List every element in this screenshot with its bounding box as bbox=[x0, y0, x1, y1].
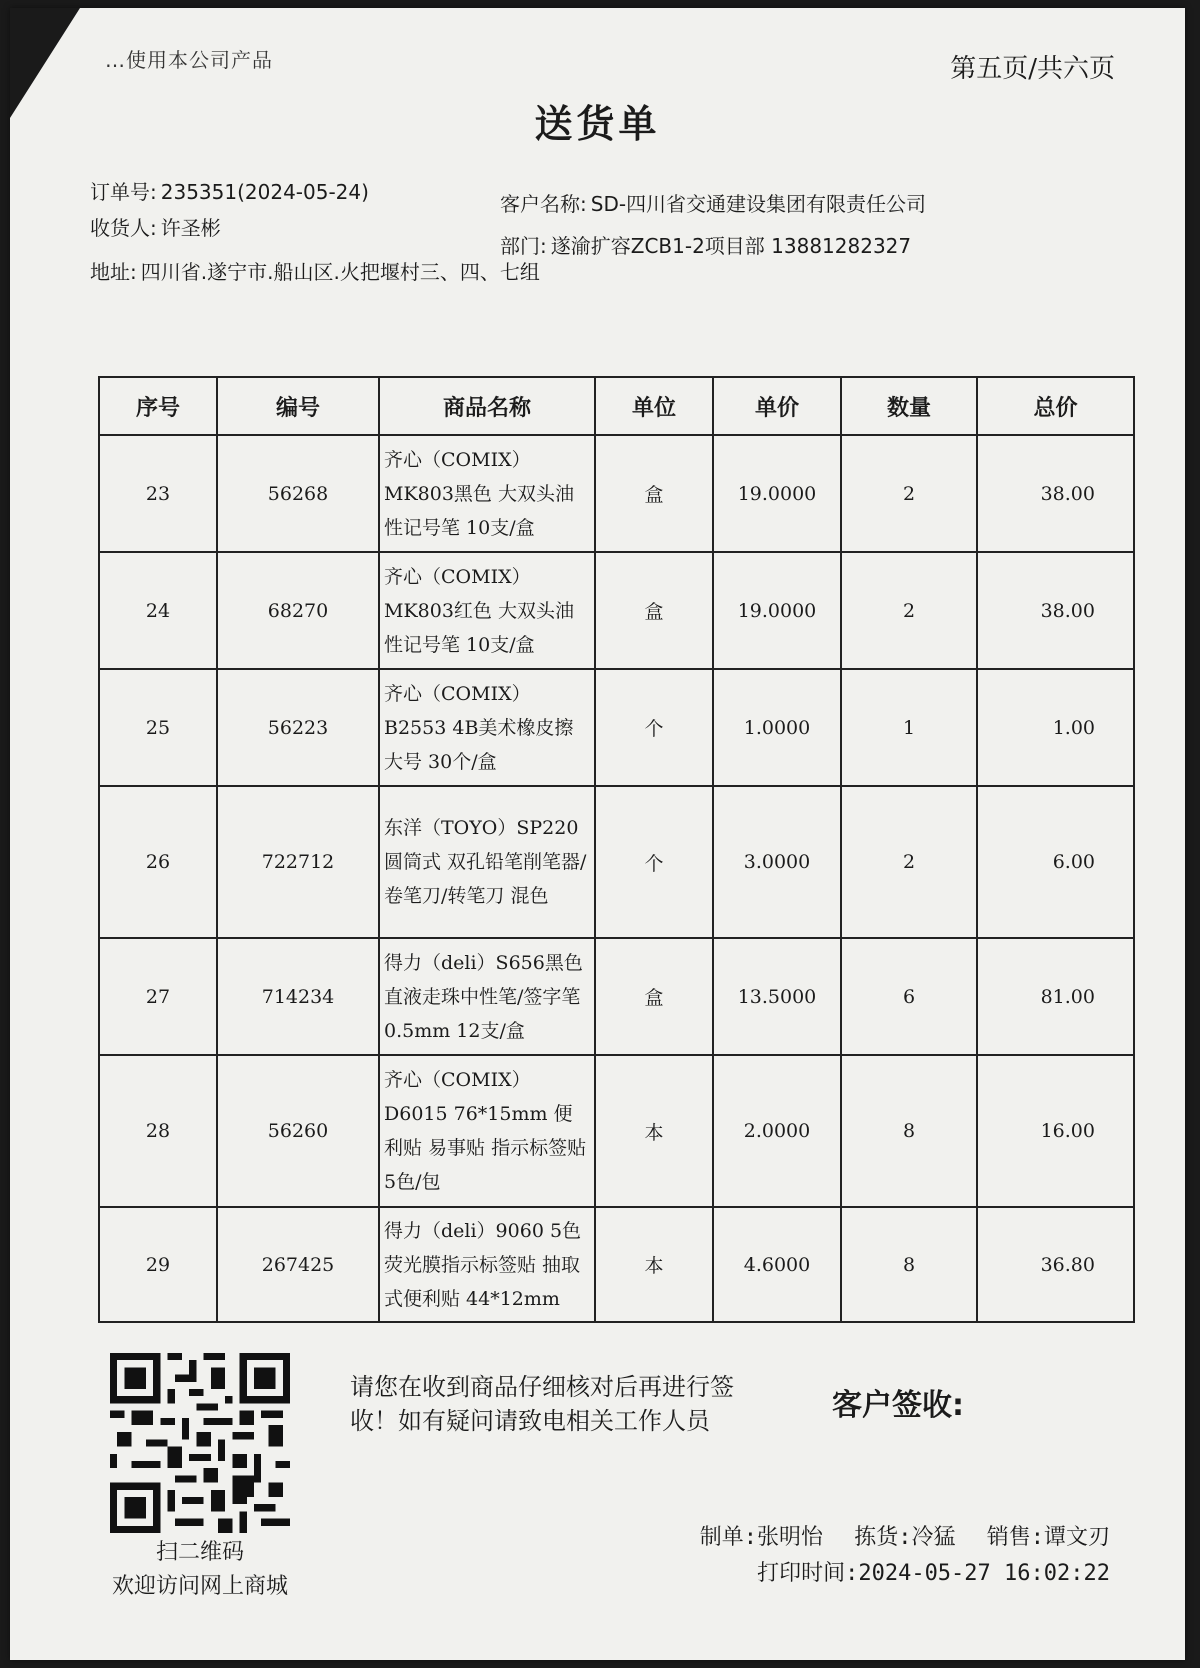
table-header-row bbox=[99, 377, 1134, 435]
cell-price: 19.0000 bbox=[713, 552, 841, 669]
cell-code: 56260 bbox=[217, 1055, 379, 1207]
col-header-price: 单价 bbox=[713, 377, 841, 435]
cell-total: 36.80 bbox=[977, 1207, 1134, 1322]
cell-qty: 2 bbox=[841, 435, 977, 552]
staff-info bbox=[682, 1520, 1110, 1592]
col-header-total: 总价 bbox=[977, 377, 1134, 435]
print-time: 打印时间:2024-05-27 16:02:22 bbox=[757, 1561, 1110, 1586]
table-row bbox=[99, 1207, 1134, 1322]
cell-unit: 本 bbox=[595, 1207, 713, 1322]
cell-price: 19.0000 bbox=[713, 435, 841, 552]
cell-total: 81.00 bbox=[977, 938, 1134, 1055]
table-row bbox=[99, 938, 1134, 1055]
cell-total: 16.00 bbox=[977, 1055, 1134, 1207]
cell-name: 齐心（COMIX）MK803黑色 大双头油性记号笔 10支/盒 bbox=[379, 435, 595, 552]
sales: 销售:谭文刃 bbox=[986, 1525, 1110, 1550]
cell-qty: 1 bbox=[841, 669, 977, 786]
cell-seq: 26 bbox=[99, 786, 217, 938]
col-header-code: 编号 bbox=[217, 377, 379, 435]
address: 地址: 四川省.遂宁市.船山区.火把堰村三、四、七组 bbox=[90, 260, 540, 284]
page-number: 第五页/共六页 bbox=[950, 54, 1115, 84]
cell-code: 56223 bbox=[217, 669, 379, 786]
cell-code: 722712 bbox=[217, 786, 379, 938]
header-slogan: …使用本公司产品 bbox=[105, 48, 273, 72]
cell-seq: 27 bbox=[99, 938, 217, 1055]
table-row bbox=[99, 786, 1134, 938]
table-row bbox=[99, 435, 1134, 552]
table-row bbox=[99, 552, 1134, 669]
col-header-qty: 数量 bbox=[841, 377, 977, 435]
cell-name: 东洋（TOYO）SP220 圆筒式 双孔铅笔削笔器/卷笔刀/转笔刀 混色 bbox=[379, 786, 595, 938]
table-row bbox=[99, 1055, 1134, 1207]
qr-code-icon[interactable] bbox=[110, 1353, 290, 1533]
cell-name: 齐心（COMIX）B2553 4B美术橡皮擦大号 30个/盒 bbox=[379, 669, 595, 786]
cell-name: 齐心（COMIX）MK803红色 大双头油性记号笔 10支/盒 bbox=[379, 552, 595, 669]
cell-seq: 23 bbox=[99, 435, 217, 552]
col-header-name: 商品名称 bbox=[379, 377, 595, 435]
cell-price: 2.0000 bbox=[713, 1055, 841, 1207]
items-table bbox=[98, 376, 1135, 1323]
cell-price: 13.5000 bbox=[713, 938, 841, 1055]
cell-total: 1.00 bbox=[977, 669, 1134, 786]
qr-caption: 扫二维码 欢迎访问网上商城 bbox=[111, 1540, 288, 1599]
cell-code: 56268 bbox=[217, 435, 379, 552]
order-number: 订单号: 235351(2024-05-24) bbox=[90, 180, 369, 204]
maker: 制单:张明怡 bbox=[699, 1525, 823, 1550]
cell-name: 齐心（COMIX）D6015 76*15mm 便利贴 易事贴 指示标签贴 5色/包 bbox=[379, 1055, 595, 1207]
cell-seq: 24 bbox=[99, 552, 217, 669]
col-header-unit: 单位 bbox=[595, 377, 713, 435]
cell-name: 得力（deli）S656黑色 直液走珠中性笔/签字笔 0.5mm 12支/盒 bbox=[379, 938, 595, 1055]
cell-total: 38.00 bbox=[977, 435, 1134, 552]
cell-qty: 2 bbox=[841, 552, 977, 669]
cell-qty: 8 bbox=[841, 1055, 977, 1207]
delivery-note-sheet bbox=[10, 8, 1185, 1660]
customer-name: 客户名称: SD-四川省交通建设集团有限责任公司 bbox=[500, 192, 927, 216]
cell-price: 3.0000 bbox=[713, 786, 841, 938]
cell-seq: 28 bbox=[99, 1055, 217, 1207]
cell-code: 267425 bbox=[217, 1207, 379, 1322]
department: 部门: 遂渝扩容ZCB1-2项目部 13881282327 bbox=[500, 234, 912, 258]
col-header-seq: 序号 bbox=[99, 377, 217, 435]
cell-code: 714234 bbox=[217, 938, 379, 1055]
cell-unit: 盒 bbox=[595, 552, 713, 669]
cell-seq: 29 bbox=[99, 1207, 217, 1322]
cell-total: 38.00 bbox=[977, 552, 1134, 669]
cell-name: 得力（deli）9060 5色荧光膜指示标签贴 抽取式便利贴 44*12mm bbox=[379, 1207, 595, 1322]
cell-unit: 本 bbox=[595, 1055, 713, 1207]
receipt-notice: 请您在收到商品仔细核对后再进行签收！如有疑问请致电相关工作人员 bbox=[350, 1373, 734, 1435]
cell-seq: 25 bbox=[99, 669, 217, 786]
cell-qty: 6 bbox=[841, 938, 977, 1055]
cell-unit: 个 bbox=[595, 669, 713, 786]
cell-total: 6.00 bbox=[977, 786, 1134, 938]
cell-qty: 8 bbox=[841, 1207, 977, 1322]
cell-price: 1.0000 bbox=[713, 669, 841, 786]
cell-unit: 盒 bbox=[595, 938, 713, 1055]
picker: 拣货:冷猛 bbox=[854, 1525, 956, 1550]
cell-code: 68270 bbox=[217, 552, 379, 669]
table-row bbox=[99, 669, 1134, 786]
document-title: 送货单 bbox=[534, 102, 661, 146]
cell-price: 4.6000 bbox=[713, 1207, 841, 1322]
cell-unit: 盒 bbox=[595, 435, 713, 552]
receiver: 收货人: 许圣彬 bbox=[90, 216, 221, 240]
customer-signature-label: 客户签收: bbox=[832, 1388, 964, 1423]
cell-qty: 2 bbox=[841, 786, 977, 938]
cell-unit: 个 bbox=[595, 786, 713, 938]
